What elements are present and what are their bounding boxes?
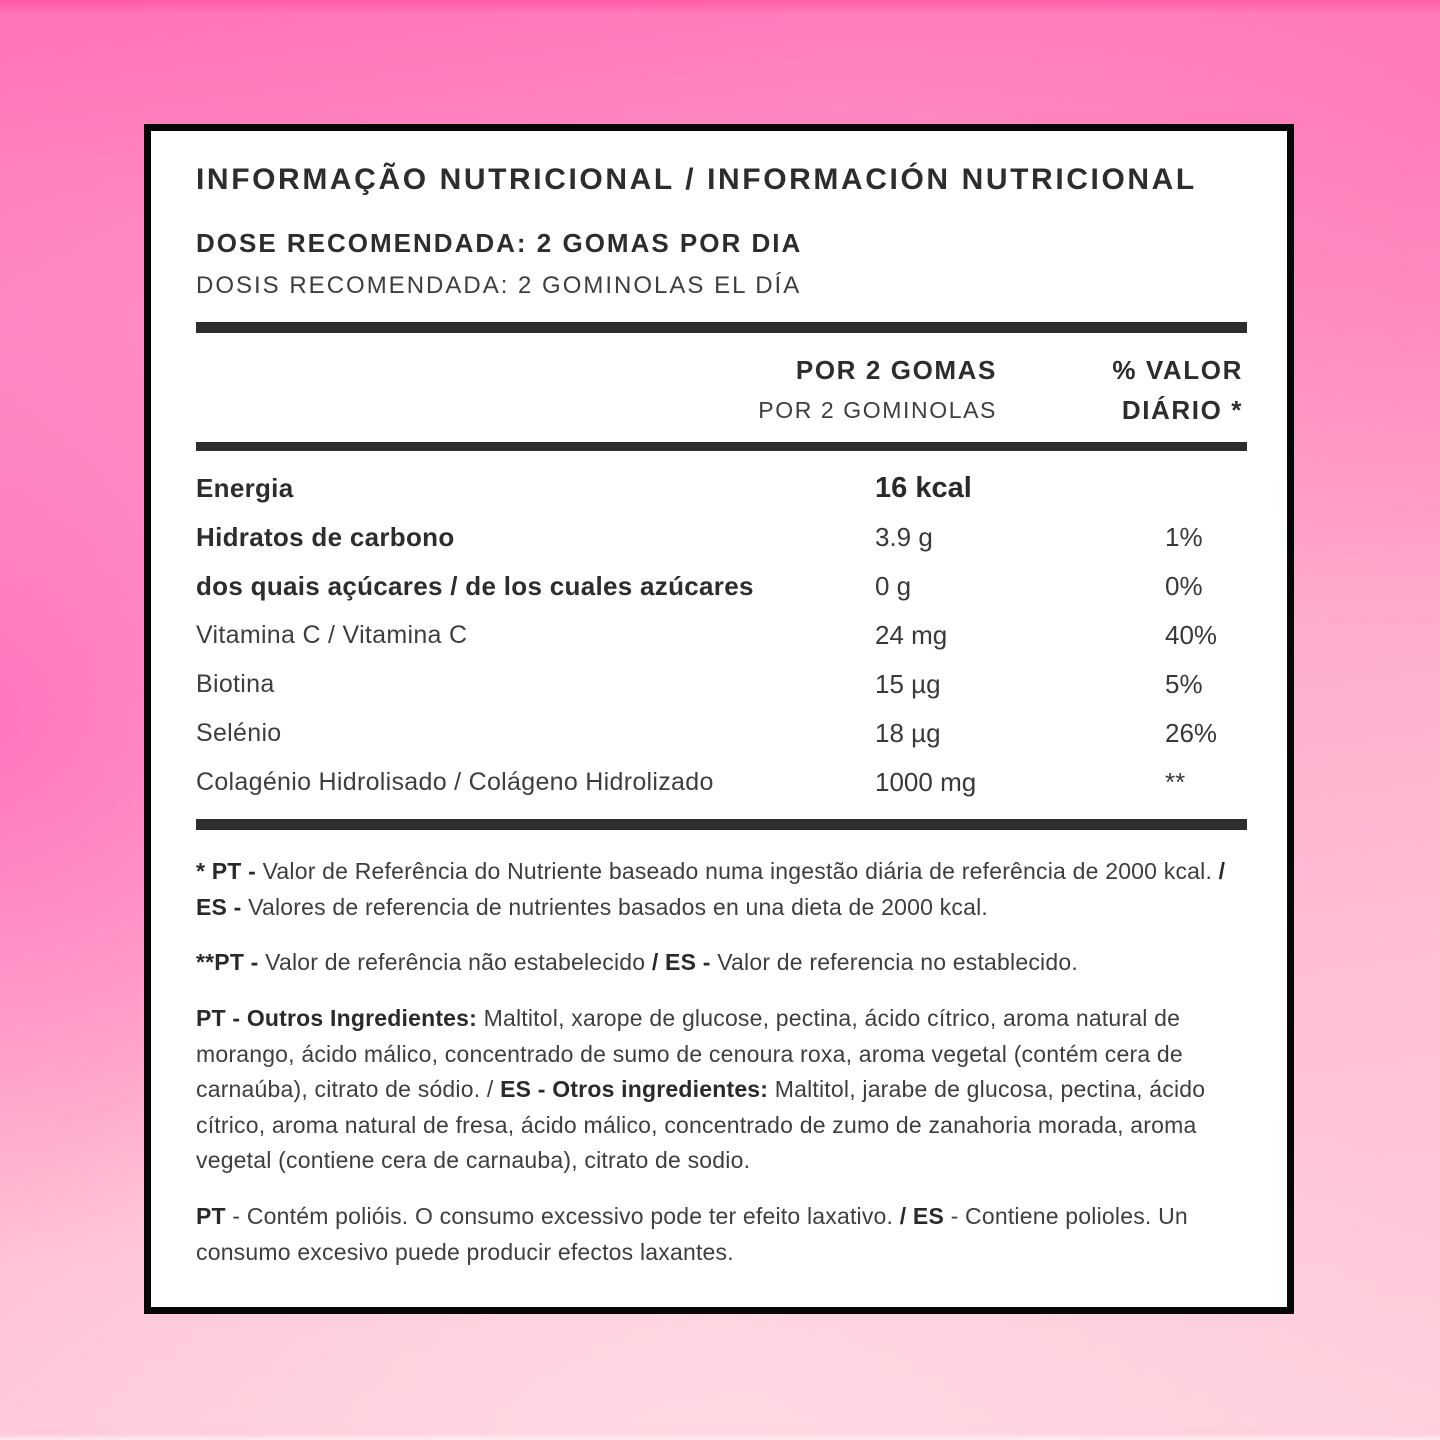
table-row [196,562,1247,611]
row-value: 3.9 g [875,522,933,552]
row-label: Energia [196,473,294,503]
footnote-paragraph: PT - Contém polióis. O consumo excessivo pode ter efeito laxativo. / ES - Contiene polioles. Un consumo excesivo puede producir efectos laxantes. [196,1203,1188,1265]
footnote-paragraph: * PT - Valor de Referência do Nutriente baseado numa ingestão diária de referência de 2000 kcal. / ES - Valores de referencia de nutrientes basados en una dieta de 2000 kcal. [196,858,1226,920]
nutrition-facts-card [144,124,1294,1314]
dose-recommended-es: DOSIS RECOMENDADA: 2 GOMINOLAS EL DÍA [196,272,802,299]
table-row [196,611,1247,660]
row-value: 0 g [875,571,912,601]
header-spacer [196,355,758,426]
column-header-per-2-gummies-es: POR 2 GOMINOLAS [758,397,997,423]
row-value: 24 mg [875,620,948,650]
row-label: Biotina [196,670,275,698]
dose-recommended-pt: DOSE RECOMENDADA: 2 GOMAS POR DIA [196,228,803,258]
table-row [196,513,1247,562]
row-value: 1000 mg [875,767,977,797]
column-header-daily-value-line1: % VALOR [1112,355,1243,385]
row-daily-percent: ** [1165,767,1186,797]
divider-bar-bottom [196,819,1247,830]
table-row [196,709,1247,758]
row-label: Selénio [196,719,282,747]
footnote-paragraph: PT - Outros Ingredientes: Maltitol, xarope de glucose, pectina, ácido cítrico, aroma natural de morango, ácido málico, concentrado de sumo de cenoura roxa, aroma vegetal (contém cera de carnaúba), citrato de sódio. / ES - Otros ingredientes: Maltitol, jarabe de glucosa, pectina, ácido cítrico, aroma natural de fresa, ácido málico, concentrado de zumo de zanahoria morada, aroma vegetal (contiene cera de carnauba), citrato de sodio. [196,1004,1206,1174]
row-daily-percent: 26% [1165,718,1218,748]
column-header-per-2-gummies [758,355,997,426]
column-header-daily-value-line2: DIÁRIO * [1121,395,1243,425]
row-label: dos quais açúcares / de los cuales azúcares [196,571,754,601]
row-value: 16 kcal [875,472,972,504]
divider-bar-header [196,442,1247,451]
column-header-daily-value [997,355,1247,426]
row-label: Hidratos de carbono [196,522,455,552]
row-value: 15 µg [875,669,941,699]
row-daily-percent: 0% [1165,571,1203,601]
row-daily-percent: 40% [1165,620,1218,650]
footnote-paragraph: **PT - Valor de referência não estabelecido / ES - Valor de referencia no establecido. [196,949,1078,976]
divider-bar-top [196,322,1247,333]
nutrition-table-body [196,451,1247,810]
row-label: Vitamina C / Vitamina C [196,621,468,649]
card-title: INFORMAÇÃO NUTRICIONAL / INFORMACIÓN NUTRICIONAL [196,163,1197,196]
row-value: 18 µg [875,718,941,748]
column-header-per-2-gummies-pt: POR 2 GOMAS [795,355,997,385]
table-row [196,660,1247,709]
row-daily-percent: 1% [1165,522,1203,552]
table-row [196,464,1247,513]
footnotes-section [196,854,1247,1270]
row-label: Colagénio Hidrolisado / Colágeno Hidrolizado [196,768,714,796]
row-daily-percent: 5% [1165,669,1203,699]
table-header-row [196,333,1247,442]
table-row [196,758,1247,807]
